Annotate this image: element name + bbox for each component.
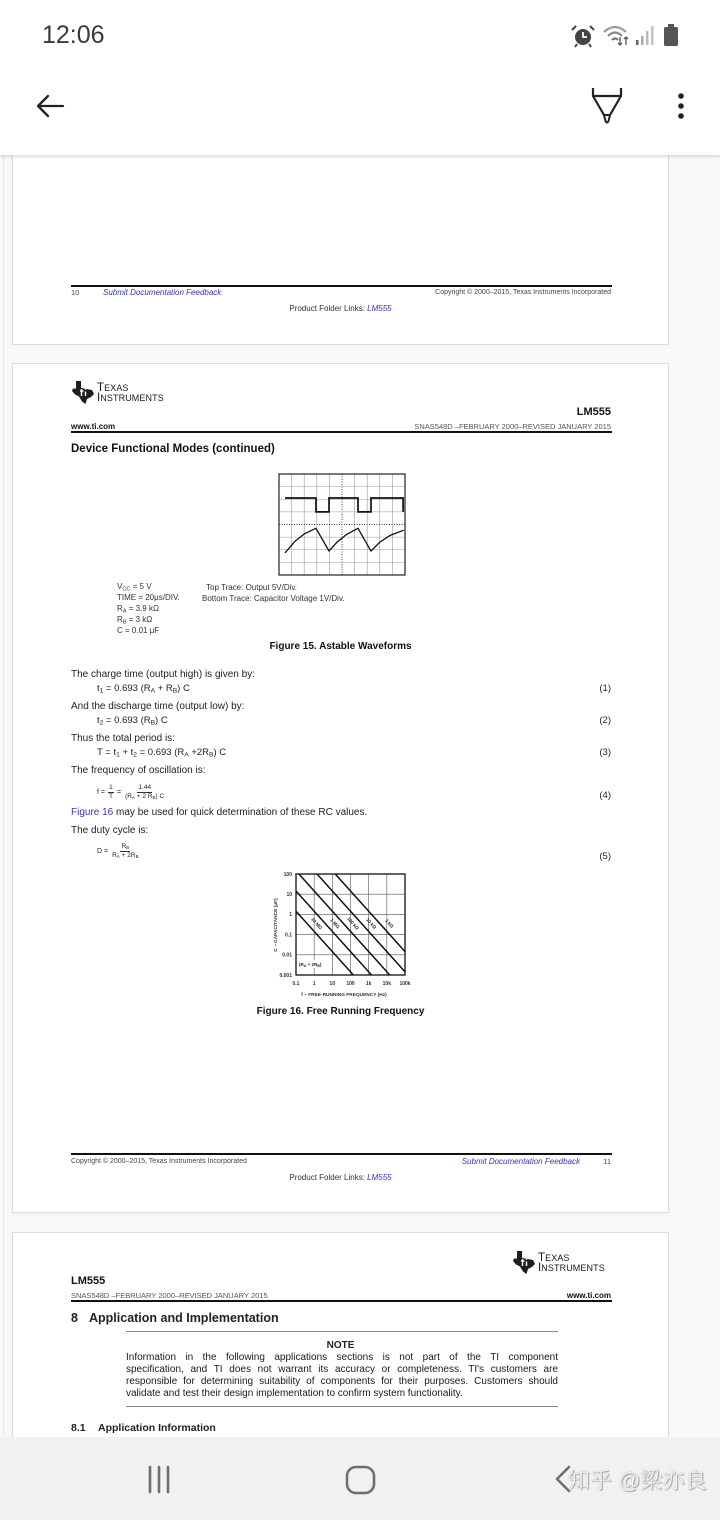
x-tick-label: 10k xyxy=(382,981,392,987)
watermark: 知乎 @梁亦良 xyxy=(568,1468,707,1493)
text-run: + 2R xyxy=(119,851,136,859)
bottom-trace-label: Bottom Trace: Capacitor Voltage 1V/Div. xyxy=(202,594,345,603)
subscript: A xyxy=(150,687,156,695)
x-tick-label: 0.1 xyxy=(292,981,300,987)
product-folder-link[interactable]: LM555 xyxy=(367,304,392,313)
battery-icon xyxy=(663,23,679,47)
equation-3 xyxy=(97,747,226,759)
param-ra xyxy=(117,603,180,614)
signal-icon xyxy=(635,24,657,46)
equation-1-number: (1) xyxy=(599,683,611,694)
product-folder-label: Product Folder Links: xyxy=(289,1173,368,1182)
fraction-denominator xyxy=(108,793,114,801)
section-title: Application and Implementation xyxy=(89,1311,279,1325)
series-line xyxy=(335,874,405,952)
eq4-lhs: f = xyxy=(97,788,105,796)
subscript: 1 xyxy=(116,751,120,759)
scroll-track[interactable] xyxy=(3,155,4,1437)
equation-5-number: (5) xyxy=(599,851,611,862)
wifi-icon xyxy=(602,24,632,46)
paragraph-figure16-ref xyxy=(71,807,367,819)
fraction-frequency xyxy=(124,784,165,801)
note-top-rule xyxy=(126,1331,558,1332)
text-run: +2R xyxy=(188,747,210,758)
fraction-numerator xyxy=(137,784,152,793)
fraction-denominator xyxy=(124,793,165,801)
note-title: NOTE xyxy=(326,1340,355,1351)
figure-16-caption: Figure 16. Free Running Frequency xyxy=(256,1006,425,1017)
paragraph-frequency: The frequency of oscillation is: xyxy=(71,765,206,776)
text-run: = 0.693 (R xyxy=(103,715,151,726)
y-axis-label: C – CAPACITANCE (μF) xyxy=(274,898,279,952)
section-title: Device Functional Modes (continued) xyxy=(71,443,275,455)
navigation-bar xyxy=(0,1437,720,1520)
pen-icon[interactable] xyxy=(589,86,625,126)
top-trace-output-waveform xyxy=(285,498,403,512)
text-run: R xyxy=(121,842,127,850)
param-vcc xyxy=(117,581,180,592)
text-run: C = 0.01 μF xyxy=(117,626,160,635)
equation-4 xyxy=(97,781,168,803)
copyright: Copyright © 2000–2015, Texas Instruments Incorporated xyxy=(435,289,611,296)
fraction-numerator xyxy=(120,843,130,852)
subscript: CC xyxy=(122,586,131,593)
series-label: 1 MΩ xyxy=(329,917,341,930)
x-tick-label: 1k xyxy=(365,981,372,987)
note-line: Information in the following applications sections is not part of the TI component xyxy=(126,1352,558,1363)
text-run: t xyxy=(97,683,100,694)
footer-rule xyxy=(71,1153,612,1155)
subscript: A xyxy=(122,608,127,615)
home-icon[interactable] xyxy=(344,1464,378,1496)
subscript: B xyxy=(150,719,156,727)
header-rule xyxy=(71,1300,612,1302)
text-run: = 0.693 (R xyxy=(136,747,185,758)
document-id: SNAS548D –FEBRUARY 2000–REVISED JANUARY 2015 xyxy=(414,422,611,431)
note-bottom-rule xyxy=(126,1406,558,1407)
text-run: V xyxy=(117,582,123,591)
text-run: + R xyxy=(155,683,173,694)
fraction-1-over-t xyxy=(108,784,114,801)
ti-logo xyxy=(71,380,175,406)
y-tick-label: 0.01 xyxy=(282,952,292,959)
website-link[interactable]: www.ti.com xyxy=(566,1291,611,1300)
x-tick-label: 100k xyxy=(399,981,411,987)
text-run: = 3 kΩ xyxy=(126,615,153,624)
subscript: B xyxy=(317,964,320,969)
subscript: A xyxy=(116,853,120,859)
x-tick-label: 100 xyxy=(346,981,355,987)
note-line: responsible for determining suitability of components for their purposes. Customers should xyxy=(126,1376,558,1387)
equation-2 xyxy=(97,715,168,727)
logo-line2: INSTRUMENTS xyxy=(97,392,164,404)
param-c xyxy=(117,625,180,636)
ti-wordmark xyxy=(97,383,164,403)
text-run: ) C xyxy=(177,683,190,694)
text-run: (R xyxy=(299,962,304,967)
paragraph-period: Thus the total period is: xyxy=(71,733,175,744)
note-line: validate and test their design implementation to confirm system functionality. xyxy=(126,1388,463,1399)
figure-16-ref-text: may be used for quick determination of these RC values. xyxy=(113,807,368,818)
text-run: = 5 V xyxy=(130,582,152,591)
series-label: 10 kΩ xyxy=(365,917,378,930)
subsection-title: Application Information xyxy=(98,1422,216,1434)
copyright: Copyright © 2000–2015, Texas Instruments Incorporated xyxy=(71,1158,247,1165)
subscript: B xyxy=(135,853,139,859)
status-time: 12:06 xyxy=(42,21,105,49)
subscript: 1 xyxy=(99,687,104,695)
figure-15-parameters xyxy=(117,581,180,636)
text-run: R xyxy=(112,851,117,859)
pdf-page-10 xyxy=(12,140,669,345)
fraction-numerator xyxy=(108,784,114,793)
series-label: 1 kΩ xyxy=(384,918,395,929)
note-line: specification, and TI does not warrant its accuracy or completeness. TI's customers are xyxy=(126,1364,558,1375)
feedback-link[interactable]: Submit Documentation Feedback xyxy=(103,288,222,297)
fraction-denominator xyxy=(111,852,140,860)
y-tick-label: 0.1 xyxy=(285,932,292,939)
equation-2-number: (2) xyxy=(599,715,611,726)
x-tick-label: 1 xyxy=(312,981,316,987)
paragraph-charge: The charge time (output high) is given by: xyxy=(71,669,255,680)
param-time xyxy=(117,592,180,603)
part-number: LM555 xyxy=(71,1275,106,1287)
page-number: 10 xyxy=(71,288,80,297)
header-rule xyxy=(71,431,612,433)
ti-wordmark xyxy=(538,1253,605,1273)
top-trace-label: Top Trace: Output 5V/Div. xyxy=(206,583,298,592)
subscript: B xyxy=(126,844,130,850)
product-folder-label: Product Folder Links: xyxy=(289,304,368,313)
alarm-icon xyxy=(570,24,596,48)
texas-logo-icon xyxy=(512,1250,536,1275)
paragraph-duty: The duty cycle is: xyxy=(71,825,149,836)
x-axis-label: f – FREE-RUNNING FREQUENCY (Hz) xyxy=(301,993,387,998)
text-run: (R xyxy=(125,792,132,800)
series-label: 100 kΩ xyxy=(346,916,360,931)
figure-15-waveform-chart xyxy=(278,473,406,576)
text-run: T = t xyxy=(97,747,117,758)
eq4-equals: = xyxy=(116,788,122,796)
eq5-lhs: D = xyxy=(97,847,109,855)
subscript: 2 xyxy=(133,751,137,759)
document-id: SNAS548D –FEBRUARY 2000–REVISED JANUARY 2015 xyxy=(71,1291,268,1300)
text-run: 1.44 xyxy=(138,783,151,791)
y-tick-label: 0.001 xyxy=(279,972,292,979)
subscript: A xyxy=(303,964,307,969)
paragraph-discharge: And the discharge time (output low) by: xyxy=(71,701,245,712)
subscript: A xyxy=(131,794,135,800)
arrow-left-icon[interactable] xyxy=(34,91,66,121)
text-run: ) C xyxy=(213,747,227,758)
text-run: ) C xyxy=(155,715,168,726)
text-run: = 3.9 kΩ xyxy=(126,604,159,613)
website-link[interactable]: www.ti.com xyxy=(71,422,116,431)
texas-logo-icon xyxy=(71,380,95,405)
product-folder-link[interactable]: LM555 xyxy=(367,1173,392,1182)
logo-line1: TEXAS xyxy=(97,382,129,394)
logo-line1: TEXAS xyxy=(538,1252,570,1264)
ti-logo xyxy=(512,1250,616,1276)
subscript: A xyxy=(184,751,189,759)
text-run: + 2R xyxy=(306,962,318,967)
equation-5 xyxy=(97,840,143,862)
text-run: T xyxy=(108,792,113,800)
product-folder-links xyxy=(13,1172,668,1184)
subscript: B xyxy=(122,619,127,626)
equation-1 xyxy=(97,683,190,695)
text-run: + 2 R xyxy=(134,792,153,800)
y-tick-label: 100 xyxy=(283,871,292,878)
fraction-duty xyxy=(111,843,140,860)
subscript: B xyxy=(172,687,178,695)
subscript: 2 xyxy=(99,719,104,727)
x-tick-label: 10 xyxy=(329,981,336,987)
page-number: 11 xyxy=(603,1157,611,1166)
equation-3-number: (3) xyxy=(599,747,611,758)
part-number: LM555 xyxy=(576,406,611,418)
y-tick-label: 10 xyxy=(286,892,292,898)
recent-apps-icon[interactable] xyxy=(144,1464,174,1496)
param-rb xyxy=(117,614,180,625)
equation-4-number: (4) xyxy=(599,790,611,801)
subscript: B xyxy=(209,751,214,759)
text-run: R xyxy=(117,604,123,613)
more-vert-icon[interactable] xyxy=(674,90,688,122)
text-run: + t xyxy=(119,747,134,758)
figure-16-frequency-chart xyxy=(268,868,418,1002)
series-label: 10 MΩ xyxy=(310,916,324,931)
bottom-trace-capacitor-waveform xyxy=(285,528,404,553)
text-run: ) xyxy=(319,962,322,967)
text-run: TIME = 20μs/DIV. xyxy=(117,593,180,602)
text-run: t xyxy=(97,715,100,726)
product-folder-links xyxy=(13,303,668,315)
subscript: B xyxy=(152,794,156,800)
feedback-link[interactable]: Submit Documentation Feedback xyxy=(461,1157,580,1166)
app-bar xyxy=(0,70,720,155)
text-run: = 0.693 (R xyxy=(103,683,151,694)
logo-line2: INSTRUMENTS xyxy=(538,1262,605,1274)
y-tick-label: 1 xyxy=(289,912,292,919)
subsection-number: 8.1 xyxy=(71,1422,86,1434)
status-bar xyxy=(0,0,720,70)
pdf-page-11 xyxy=(12,363,669,1213)
text-run: ) C xyxy=(155,792,165,800)
figure-15-caption: Figure 15. Astable Waveforms xyxy=(269,641,412,652)
text-run: 1 xyxy=(109,783,113,791)
section-number: 8 xyxy=(71,1311,78,1325)
text-run: R xyxy=(117,615,123,624)
figure-16-link[interactable]: Figure 16 xyxy=(71,807,114,818)
